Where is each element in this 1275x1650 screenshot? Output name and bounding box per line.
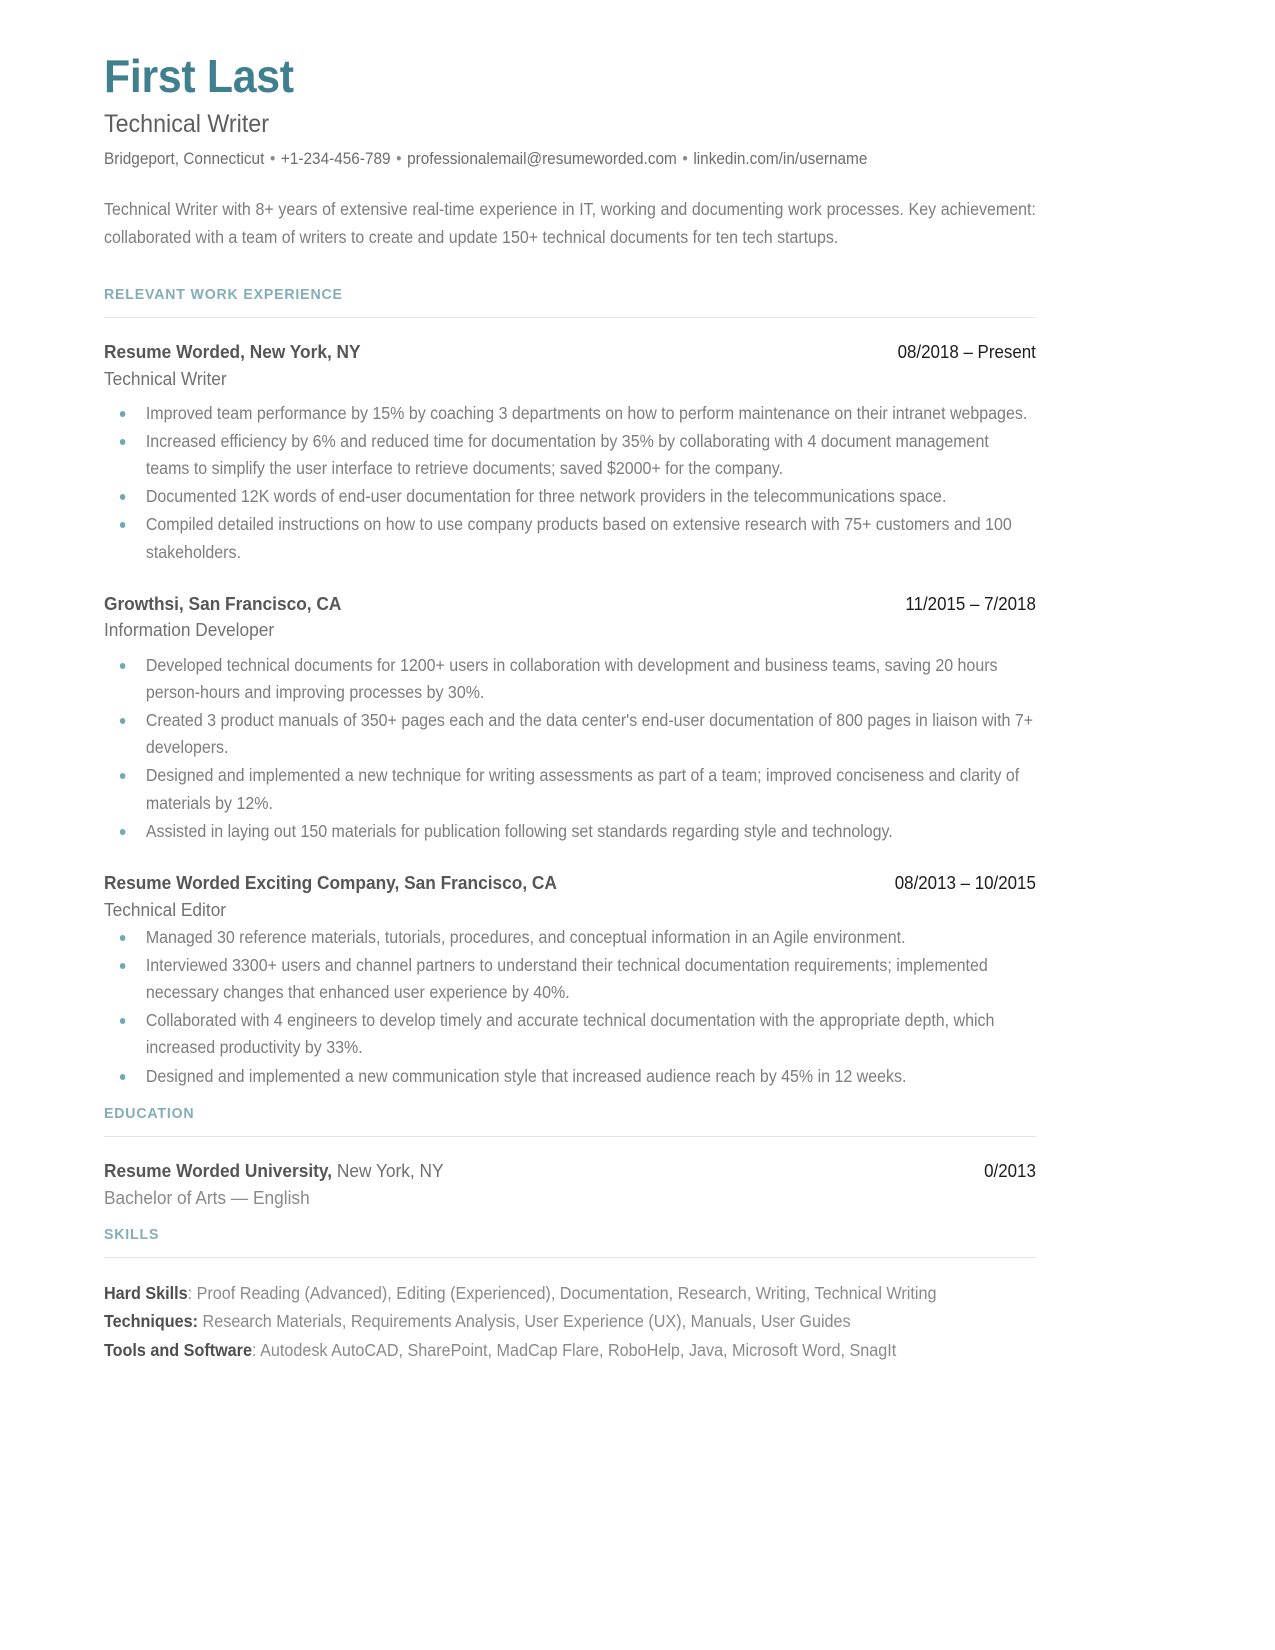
contact-phone[interactable]: +1-234-456-789 xyxy=(280,150,391,169)
section-title-experience: RELEVANT WORK EXPERIENCE xyxy=(104,285,343,303)
experience-entry xyxy=(104,592,1036,845)
skill-row xyxy=(104,1308,1036,1334)
list-item: Assisted in laying out 150 materials for publication following set standards regarding style and technology. xyxy=(104,818,1036,845)
list-item: Collaborated with 4 engineers to develop timely and accurate technical documentation with the appropriate depth, which increased productivity by 33%. xyxy=(104,1007,1036,1061)
list-item: Documented 12K words of end-user documentation for three network providers in the telecommunications space. xyxy=(104,483,1036,510)
degree-name: Bachelor of Arts — English xyxy=(104,1186,310,1208)
skill-separator: : xyxy=(187,1282,193,1303)
list-item: Designed and implemented a new technique for writing assessments as part of a team; improved conciseness and clarity of materials by 12%. xyxy=(104,762,1036,816)
section-divider-experience xyxy=(104,317,1036,318)
list-item: Interviewed 3300+ users and channel partners to understand their technical documentation requirements; implemented necessary changes that enhanced user experience by 40%. xyxy=(104,952,1036,1006)
responsibility-list xyxy=(104,652,1036,845)
list-item: Developed technical documents for 1200+ users in collaboration with development and business teams, saving 20 hours person-hours and improving processes by 30%. xyxy=(104,652,1036,706)
section-title-education: EDUCATION xyxy=(104,1104,195,1122)
section-skills xyxy=(104,1226,1036,1363)
section-experience xyxy=(104,286,1036,1090)
list-item: Managed 30 reference materials, tutorials, procedures, and conceptual information in an Agile environment. xyxy=(104,924,1036,951)
section-education xyxy=(104,1105,1036,1210)
professional-summary: Technical Writer with 8+ years of extensive real-time experience in IT, working and documenting work processes. Key achievement: collaborated with a team of writers to create and update 150+ technical documents for ten tech startups. xyxy=(104,199,1036,247)
spacer xyxy=(104,1210,1036,1226)
job-title: Information Developer xyxy=(104,619,275,641)
employment-dates: 08/2013 – 10/2015 xyxy=(894,872,1036,893)
section-divider-education xyxy=(104,1136,1036,1137)
company-name: Growthsi, San Francisco, CA xyxy=(104,592,342,614)
skill-row xyxy=(104,1337,1036,1363)
experience-entry xyxy=(104,340,1036,566)
job-title: Technical Writer xyxy=(104,367,227,389)
resume-sheet xyxy=(104,52,1036,1363)
contact-line xyxy=(104,150,1036,170)
contact-location: Bridgeport, Connecticut xyxy=(104,150,265,169)
contact-separator-1: • xyxy=(269,150,276,169)
skill-values: Research Materials, Requirements Analysis, User Experience (UX), Manuals, User Guides xyxy=(198,1311,851,1332)
employment-dates: 11/2015 – 7/2018 xyxy=(905,593,1036,614)
page-title: First Last xyxy=(104,50,294,102)
skill-separator: : xyxy=(251,1339,257,1360)
list-item: Improved team performance by 15% by coaching 3 departments on how to perform maintenance on their intranet webpages. xyxy=(104,400,1036,427)
responsibility-list xyxy=(104,400,1036,566)
responsibility-list xyxy=(104,924,1036,1090)
skill-category-label: Techniques: xyxy=(104,1311,199,1332)
experience-entry-header xyxy=(104,340,1036,364)
education-entry xyxy=(104,1159,1036,1210)
company-name: Resume Worded, New York, NY xyxy=(104,340,361,362)
experience-entry-header xyxy=(104,871,1036,895)
education-entry-header xyxy=(104,1159,1036,1183)
skill-row xyxy=(104,1280,1036,1306)
job-title: Technical Editor xyxy=(104,898,227,920)
school-location: New York, NY xyxy=(332,1159,444,1181)
contact-linkedin[interactable]: linkedin.com/in/username xyxy=(693,150,868,169)
list-item: Increased efficiency by 6% and reduced time for documentation by 35% by collaborating with 4 document management teams to simplify the user interface to retrieve documents; saved $2000+ for the company. xyxy=(104,428,1036,482)
skill-category-label: Hard Skills xyxy=(104,1282,188,1303)
contact-email[interactable]: professionalemail@resumeworded.com xyxy=(407,150,677,169)
skill-category-label: Tools and Software xyxy=(104,1339,252,1360)
contact-separator-3: • xyxy=(682,150,688,169)
list-item: Designed and implemented a new communication style that increased audience reach by 45% in 12 weeks. xyxy=(104,1063,1036,1090)
school-name xyxy=(104,1159,444,1182)
experience-entry xyxy=(104,871,1036,1090)
contact-separator-2: • xyxy=(396,150,402,169)
experience-entry-header xyxy=(104,592,1036,616)
spacer xyxy=(104,1091,1036,1105)
company-name: Resume Worded Exciting Company, San Francisco, CA xyxy=(104,871,557,893)
skill-values: Proof Reading (Advanced), Editing (Experienced), Documentation, Research, Writing, Technical Writing xyxy=(192,1282,937,1303)
list-item: Compiled detailed instructions on how to use company products based on extensive research with 75+ customers and 100 stakeholders. xyxy=(104,511,1036,565)
section-title-skills: SKILLS xyxy=(104,1225,160,1243)
employment-dates: 08/2018 – Present xyxy=(897,341,1036,362)
section-divider-skills xyxy=(104,1257,1036,1258)
resume-header xyxy=(104,52,1036,252)
job-headline: Technical Writer xyxy=(104,109,269,138)
school-name-bold: Resume Worded University, xyxy=(104,1159,333,1181)
graduation-date: 0/2013 xyxy=(984,1160,1036,1181)
skill-values: Autodesk AutoCAD, SharePoint, MadCap Flare, RoboHelp, Java, Microsoft Word, SnagIt xyxy=(256,1339,897,1360)
list-item: Created 3 product manuals of 350+ pages each and the data center's end-user documentation of 800 pages in liaison with 7+ developers. xyxy=(104,707,1036,761)
